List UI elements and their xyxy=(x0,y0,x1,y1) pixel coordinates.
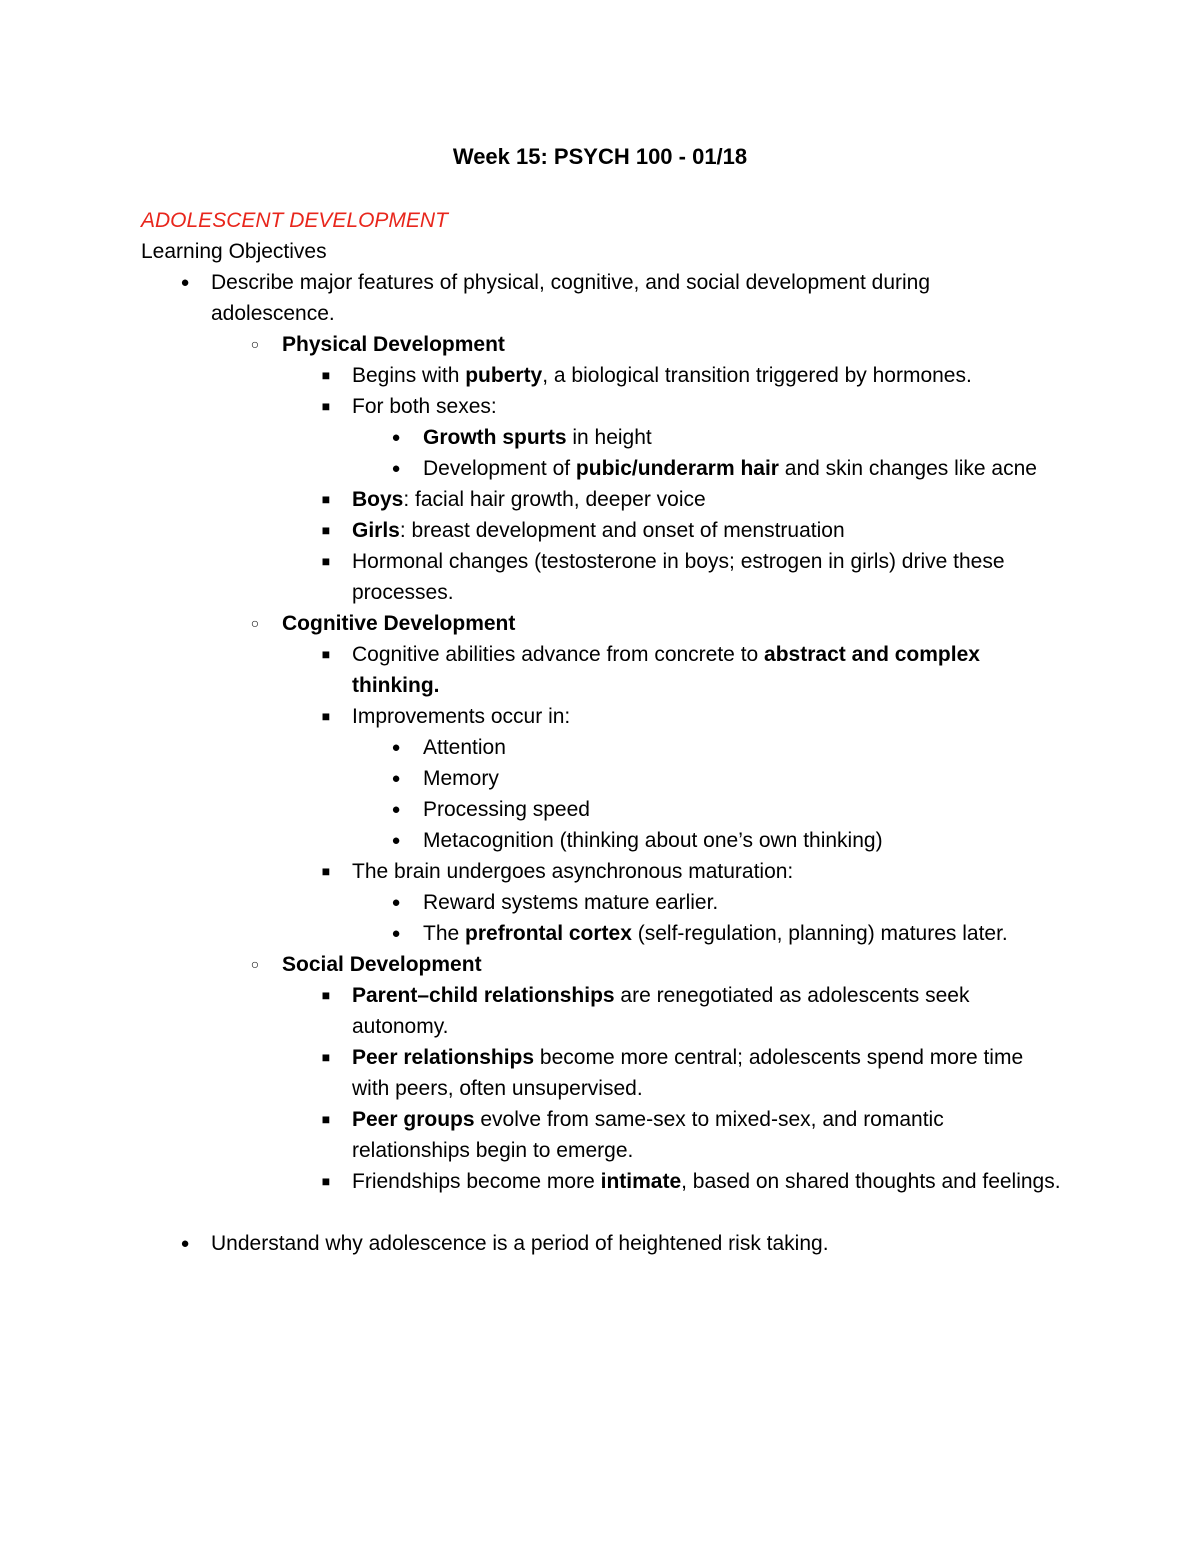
text: Processing speed xyxy=(423,798,590,821)
bullet-filled-circle: ● xyxy=(391,739,401,756)
bullet-square: ■ xyxy=(321,1049,331,1065)
subsection-heading: Cognitive Development xyxy=(282,612,516,635)
learning-objectives-label: Learning Objectives xyxy=(141,240,327,263)
list-item-physical-development xyxy=(0,329,1042,360)
bullet-square: ■ xyxy=(321,1173,331,1189)
text: For both sexes: xyxy=(352,395,497,418)
bold-term: intimate xyxy=(600,1170,682,1193)
text: , based on shared thoughts and feelings. xyxy=(681,1170,1061,1193)
text: Friendships become more xyxy=(352,1170,601,1193)
subsection-heading: Physical Development xyxy=(282,333,505,356)
text: evolve from same-sex to mixed-sex, and romantic relationships begin to emerge. xyxy=(352,1108,944,1162)
list-item-social-development xyxy=(0,949,1042,980)
list-item-growth-spurts xyxy=(0,422,1063,453)
bold-term: abstract and complex thinking. xyxy=(352,643,980,697)
bullet-filled-circle: ● xyxy=(391,801,401,818)
text: in height xyxy=(566,426,652,449)
text: Improvements occur in: xyxy=(352,705,571,728)
list-item-objective-describe xyxy=(0,267,1041,329)
list-item-memory xyxy=(0,763,1063,794)
bullet-square: ■ xyxy=(321,646,331,662)
bullet-filled-circle: ● xyxy=(180,1235,190,1252)
text: are renegotiated as adolescents seek autonomy. xyxy=(352,984,970,1038)
bullet-square: ■ xyxy=(321,1111,331,1127)
bold-term: Peer groups xyxy=(352,1108,475,1131)
bold-term: Girls xyxy=(352,519,400,542)
bullet-hollow-circle: ○ xyxy=(250,615,260,631)
text: and skin changes like acne xyxy=(778,457,1037,480)
bold-term: Boys xyxy=(352,488,404,511)
bullet-square: ■ xyxy=(321,863,331,879)
list-item-peer-groups xyxy=(0,1104,1062,1166)
text: become more central; adolescents spend more time with peers, often unsupervised. xyxy=(352,1046,1024,1100)
text: Begins with xyxy=(352,364,466,387)
bold-term: Growth spurts xyxy=(423,426,567,449)
bullet-square: ■ xyxy=(321,522,331,538)
list-item-girls xyxy=(0,515,1062,546)
bullet-filled-circle: ● xyxy=(391,460,401,477)
text: , a biological transition triggered by hormones. xyxy=(542,364,972,387)
objective-text: Understand why adolescence is a period of heightened risk taking. xyxy=(211,1232,829,1255)
bullet-filled-circle: ● xyxy=(391,429,401,446)
bullet-square: ■ xyxy=(321,708,331,724)
bold-term: puberty xyxy=(465,364,543,387)
bold-term: Peer relationships xyxy=(352,1046,535,1069)
list-item-reward-systems xyxy=(0,887,1063,918)
bullet-hollow-circle: ○ xyxy=(250,956,260,972)
list-item-puberty xyxy=(0,360,1062,391)
bold-term: prefrontal cortex xyxy=(465,922,632,945)
list-item-friendships xyxy=(0,1166,1062,1197)
subsection-heading: Social Development xyxy=(282,953,482,976)
bullet-filled-circle: ● xyxy=(391,894,401,911)
text: The brain undergoes asynchronous maturation: xyxy=(352,860,794,883)
bullet-square: ■ xyxy=(321,367,331,383)
text: (self-regulation, planning) matures later. xyxy=(631,922,1008,945)
objective-text: Describe major features of physical, cognitive, and social development during adolescence. xyxy=(211,271,931,325)
list-item-boys xyxy=(0,484,1062,515)
bold-term: Parent–child relationships xyxy=(352,984,615,1007)
list-item-metacognition xyxy=(0,825,1063,856)
list-item-objective-risk-taking xyxy=(0,1228,1041,1259)
list-item-abstract-thinking xyxy=(0,639,1062,701)
list-item-cognitive-development xyxy=(0,608,1042,639)
list-item-hormonal-changes xyxy=(0,546,1062,608)
bullet-hollow-circle: ○ xyxy=(250,336,260,352)
text: Metacognition (thinking about one’s own thinking) xyxy=(423,829,883,852)
section-heading: ADOLESCENT DEVELOPMENT xyxy=(141,209,448,232)
text: Cognitive abilities advance from concrete to xyxy=(352,643,765,666)
page-title: Week 15: PSYCH 100 - 01/18 xyxy=(452,144,748,169)
list-item-hair-development xyxy=(0,453,1063,484)
list-item-processing-speed xyxy=(0,794,1063,825)
bullet-square: ■ xyxy=(321,553,331,569)
text: Memory xyxy=(423,767,499,790)
bullet-filled-circle: ● xyxy=(391,832,401,849)
bullet-square: ■ xyxy=(321,491,331,507)
text: The xyxy=(423,922,466,945)
bullet-filled-circle: ● xyxy=(391,925,401,942)
list-item-peer-relationships xyxy=(0,1042,1062,1104)
bullet-square: ■ xyxy=(321,398,331,414)
bold-term: pubic/underarm hair xyxy=(575,457,779,480)
list-item-improvements xyxy=(0,701,1062,732)
bullet-filled-circle: ● xyxy=(180,274,190,291)
bullet-filled-circle: ● xyxy=(391,770,401,787)
text: Attention xyxy=(423,736,506,759)
text: Reward systems mature earlier. xyxy=(423,891,719,914)
list-item-attention xyxy=(0,732,1063,763)
list-item-prefrontal-cortex xyxy=(0,918,1063,949)
text: : breast development and onset of menstruation xyxy=(399,519,845,542)
list-item-both-sexes xyxy=(0,391,1062,422)
objectives-list xyxy=(0,267,1063,1259)
text: : facial hair growth, deeper voice xyxy=(403,488,706,511)
list-item-parent-child xyxy=(0,980,1062,1042)
bullet-square: ■ xyxy=(321,987,331,1003)
text: Hormonal changes (testosterone in boys; estrogen in girls) drive these processes. xyxy=(352,550,1005,604)
list-item-brain-maturation xyxy=(0,856,1062,887)
text: Development of xyxy=(423,457,576,480)
